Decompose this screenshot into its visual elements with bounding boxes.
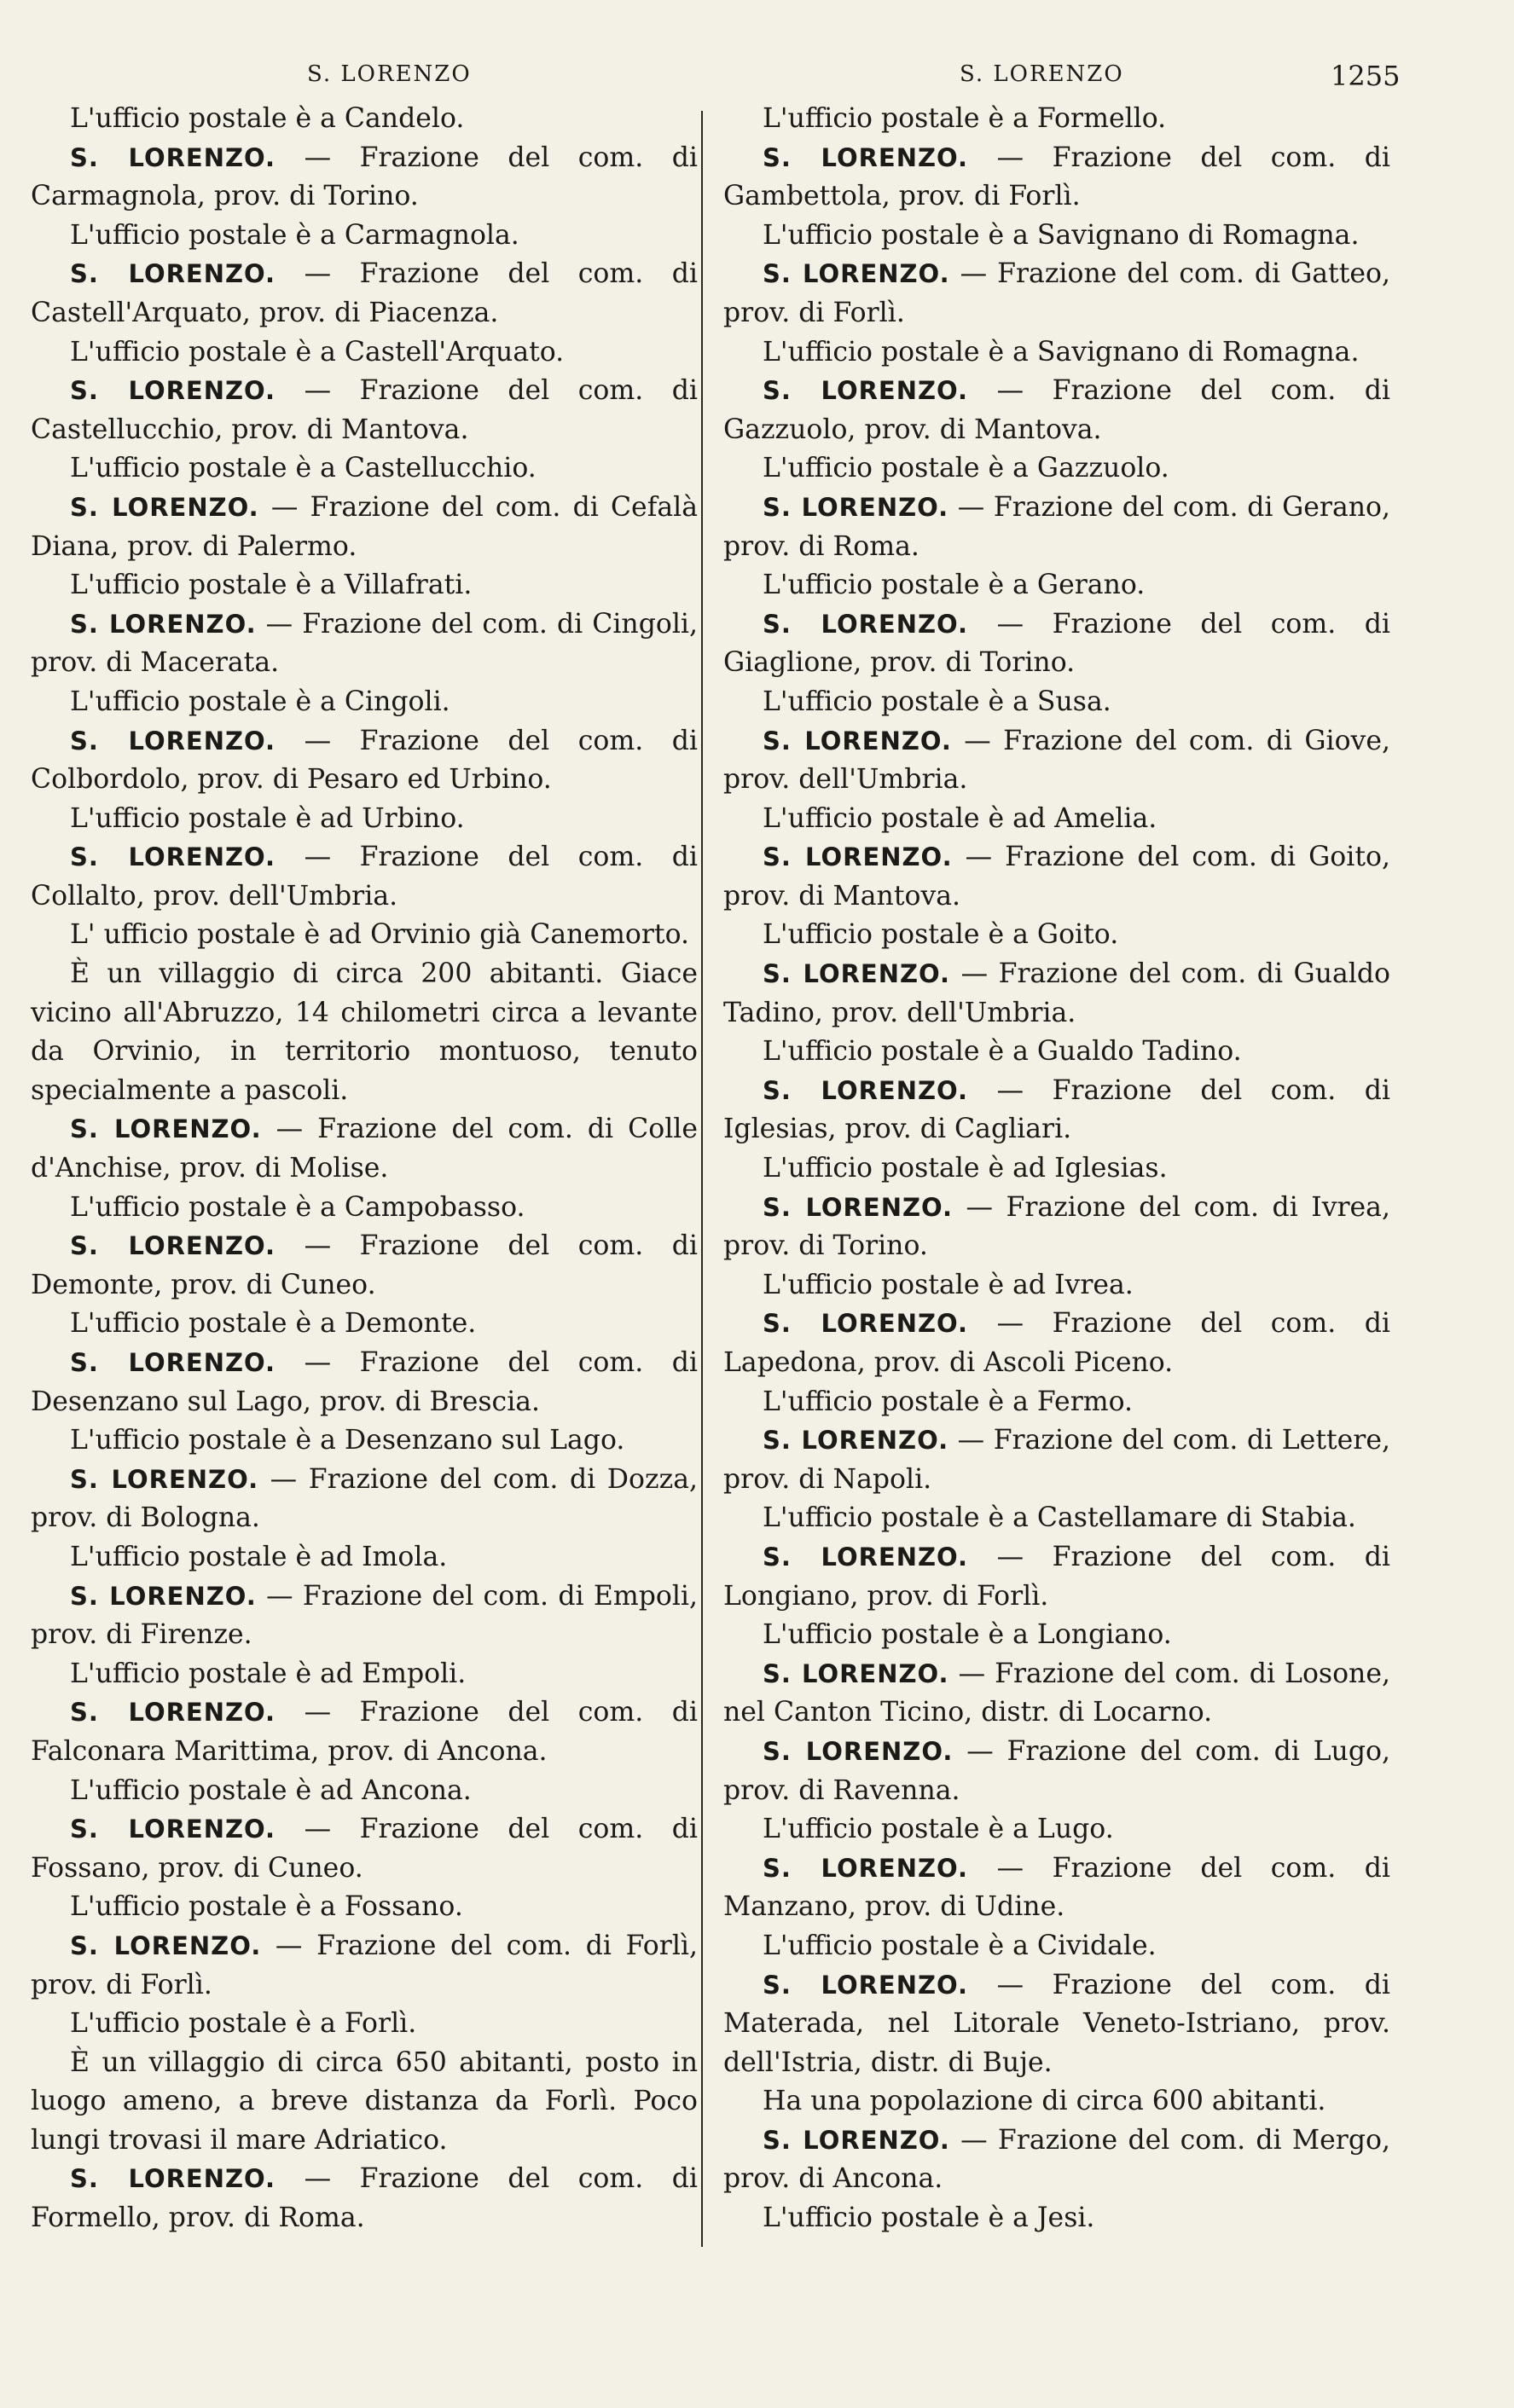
- entry-note: L'ufficio postale è a Jesi.: [763, 2203, 1095, 2234]
- entry-note: L'ufficio postale è ad Ivrea.: [763, 1269, 1134, 1300]
- gazetteer-entry: [723, 139, 1390, 217]
- entry-note: L'ufficio postale è a Candelo.: [70, 103, 465, 134]
- entry-description: — Frazione del com. di Castell'Arquato, prov. di Piacenza.: [31, 258, 698, 328]
- entry-note: L'ufficio postale è ad Ancona.: [70, 1774, 472, 1806]
- gazetteer-entry: [31, 1344, 698, 1421]
- gazetteer-entry: [31, 1461, 698, 1538]
- gazetteer-entry: [31, 255, 698, 333]
- entry-note: L' ufficio postale è ad Orvinio già Canemorto.: [70, 919, 690, 951]
- entry-description: — Frazione del com. di Formello, prov. di Roma.: [31, 2163, 698, 2234]
- entry-description: — Frazione del com. di Castellucchio, prov. di Mantova.: [31, 375, 698, 445]
- gazetteer-entry: [723, 605, 1390, 683]
- entry-description: — Frazione del com. di Gatteo, prov. di Forlì.: [723, 258, 1390, 328]
- entry-headword: S. LORENZO.: [763, 609, 969, 639]
- entry-note: L'ufficio postale è a Forlì.: [70, 2008, 417, 2040]
- entry-headword: S. LORENZO.: [70, 259, 276, 289]
- entry-description: — Frazione del com. di Lapedona, prov. di Ascoli Piceno.: [723, 1308, 1390, 1378]
- gazetteer-entry: [31, 1927, 698, 2005]
- entry-description: — Frazione del com. di Empoli, prov. di Firenze.: [31, 1580, 698, 1651]
- entry-headword: S. LORENZO.: [70, 1231, 276, 1261]
- gazetteer-entry: [31, 372, 698, 449]
- entry-note: L'ufficio postale è a Carmagnola.: [70, 219, 519, 251]
- entry-description: — Frazione del com. di Cingoli, prov. di Macerata.: [31, 608, 698, 679]
- gazetteer-entry: [31, 1227, 698, 1305]
- entry-headword: S. LORENZO.: [763, 726, 952, 755]
- gazetteer-entry: [723, 1189, 1390, 1266]
- entry-description: — Frazione del com. di Cefalà Diana, prov. di Palermo.: [31, 491, 698, 562]
- gazetteer-entry: [723, 255, 1390, 333]
- entry-description: — Frazione del com. di Fossano, prov. di Cuneo.: [31, 1814, 698, 1884]
- entry-description: — Frazione del com. di Demonte, prov. di Cuneo.: [31, 1230, 698, 1300]
- entry-headword: S. LORENZO.: [763, 1426, 949, 1456]
- gazetteer-entry: [723, 1305, 1390, 1382]
- entry-note: L'ufficio postale è a Formello.: [763, 103, 1167, 134]
- gazetteer-entry: [723, 2121, 1390, 2199]
- entry-description: — Frazione del com. di Losone, nel Canton Ticino, distr. di Locarno.: [723, 1658, 1390, 1728]
- gazetteer-entry: [723, 1655, 1390, 1733]
- gazetteer-entry: [723, 1733, 1390, 1810]
- gazetteer-entry: [723, 1421, 1390, 1499]
- entry-headword: S. LORENZO.: [70, 142, 276, 172]
- entry-note: L'ufficio postale è a Castellamare di Stabia.: [763, 1502, 1356, 1534]
- entry-description: — Frazione del com. di Colbordolo, prov. di Pesaro ed Urbino.: [31, 725, 698, 796]
- entry-note: L'ufficio postale è ad Empoli.: [70, 1658, 467, 1689]
- gazetteer-entry: [31, 1693, 698, 1771]
- gazetteer-entry: [723, 1849, 1390, 1927]
- entry-description: — Frazione del com. di Collalto, prov. dell'Umbria.: [31, 842, 698, 912]
- entry-headword: S. LORENZO.: [763, 842, 953, 872]
- entry-note: L'ufficio postale è ad Iglesias.: [763, 1153, 1168, 1184]
- entry-headword: S. LORENZO.: [763, 1542, 969, 1572]
- entry-description: — Frazione del com. di Goito, prov. di Mantova.: [723, 842, 1390, 912]
- entry-headword: S. LORENZO.: [763, 492, 949, 522]
- entry-headword: S. LORENZO.: [70, 1114, 262, 1144]
- entry-description: — Frazione del com. di Colle d'Anchise, prov. di Molise.: [31, 1114, 698, 1184]
- gazetteer-entry: [31, 489, 698, 566]
- entry-headword: S. LORENZO.: [763, 1309, 969, 1339]
- gazetteer-entry: [723, 372, 1390, 449]
- running-header-left: S. LORENZO: [307, 61, 472, 87]
- entry-note: L'ufficio postale è a Demonte.: [70, 1308, 477, 1340]
- entry-note: L'ufficio postale è a Cingoli.: [70, 686, 450, 717]
- entry-note: L'ufficio postale è a Gerano.: [763, 570, 1146, 601]
- entry-description: — Frazione del com. di Lugo, prov. di Ravenna.: [723, 1735, 1390, 1806]
- gazetteer-entry: [31, 1577, 698, 1655]
- entry-headword: S. LORENZO.: [70, 609, 257, 639]
- entry-note: L'ufficio postale è ad Urbino.: [70, 802, 465, 834]
- entry-headword: S. LORENZO.: [763, 1736, 954, 1766]
- entry-headword: S. LORENZO.: [763, 2125, 950, 2155]
- gazetteer-entry: [31, 1110, 698, 1188]
- gazetteer-entry: [31, 605, 698, 683]
- entry-note: L'ufficio postale è a Villafrati.: [70, 570, 473, 601]
- gazetteer-entry: [31, 139, 698, 217]
- entry-headword: S. LORENZO.: [70, 726, 276, 755]
- entry-headword: S. LORENZO.: [70, 1348, 276, 1377]
- entry-note: L'ufficio postale è a Castellucchio.: [70, 453, 537, 484]
- entry-note: L'ufficio postale è a Longiano.: [763, 1619, 1172, 1651]
- entry-headword: S. LORENZO.: [763, 1658, 949, 1688]
- entry-description: — Frazione del com. di Dozza, prov. di Bologna.: [31, 1463, 698, 1534]
- entry-headword: S. LORENZO.: [763, 1192, 954, 1222]
- entry-headword: S. LORENZO.: [70, 492, 259, 522]
- gazetteer-entry: [31, 838, 698, 916]
- entry-description: — Frazione del com. di Carmagnola, prov. di Torino.: [31, 142, 698, 212]
- entry-headword: S. LORENZO.: [763, 142, 969, 172]
- entry-headword: S. LORENZO.: [763, 1970, 969, 2000]
- gazetteer-entry: [723, 1966, 1390, 2083]
- entry-description: — Frazione del com. di Ivrea, prov. di Torino.: [723, 1191, 1390, 1262]
- entry-note: L'ufficio postale è a Fossano.: [70, 1891, 463, 1923]
- entry-headword: S. LORENZO.: [70, 842, 276, 872]
- entry-note: L'ufficio postale è a Castell'Arquato.: [70, 336, 565, 368]
- entry-description: — Frazione del com. di Materada, nel Litorale Veneto-Istriano, prov. dell'Istria, distr. di Buje.: [723, 1969, 1390, 2078]
- entry-description: — Frazione del com. di Gualdo Tadino, prov. dell'Umbria.: [723, 958, 1390, 1028]
- entry-description: — Frazione del com. di Mergo, prov. di Ancona.: [723, 2124, 1390, 2195]
- entry-description: — Frazione del com. di Manzano, prov. di Udine.: [723, 1852, 1390, 1923]
- entry-note: L'ufficio postale è a Gualdo Tadino.: [763, 1036, 1242, 1068]
- entry-note: L'ufficio postale è ad Amelia.: [763, 802, 1157, 834]
- gazetteer-entry: [723, 1072, 1390, 1149]
- entry-headword: S. LORENZO.: [763, 1075, 969, 1105]
- gazetteer-entry: [723, 489, 1390, 566]
- entry-headword: S. LORENZO.: [70, 1464, 259, 1494]
- gazetteer-entry: [723, 838, 1390, 916]
- entry-headword: S. LORENZO.: [70, 1930, 262, 1960]
- entry-description: — Frazione del com. di Gerano, prov. di Roma.: [723, 491, 1390, 562]
- entry-description: — Frazione del com. di Giaglione, prov. di Torino.: [723, 608, 1390, 679]
- gazetteer-entry: [31, 722, 698, 800]
- entry-description: — Frazione del com. di Forlì, prov. di Forlì.: [31, 1930, 698, 2000]
- gazetteer-entry: [31, 2160, 698, 2237]
- entry-description: — Frazione del com. di Gazzuolo, prov. di Mantova.: [723, 375, 1390, 445]
- entry-note: L'ufficio postale è a Goito.: [763, 919, 1119, 951]
- entry-description: — Frazione del com. di Giove, prov. dell'Umbria.: [723, 725, 1390, 796]
- entry-note: L'ufficio postale è a Savignano di Romagna.: [763, 336, 1360, 368]
- entry-description: — Frazione del com. di Iglesias, prov. di Cagliari.: [723, 1074, 1390, 1145]
- entry-description: — Frazione del com. di Lettere, prov. di Napoli.: [723, 1425, 1390, 1495]
- entry-note: L'ufficio postale è a Desenzano sul Lago.: [70, 1425, 625, 1456]
- entry-note: Ha una popolazione di circa 600 abitanti.: [763, 2086, 1326, 2117]
- gazetteer-entry: [723, 1538, 1390, 1616]
- entry-note: L'ufficio postale è a Gazzuolo.: [763, 453, 1169, 484]
- left-column: [31, 100, 698, 2238]
- entry-headword: S. LORENZO.: [70, 1698, 276, 1728]
- entry-note: È un villaggio di circa 200 abitanti. Giace vicino all'Abruzzo, 14 chilometri circa a levante da Orvinio, in territorio montuoso, tenuto specialmente a pascoli.: [31, 958, 698, 1106]
- entry-headword: S. LORENZO.: [763, 1853, 969, 1883]
- right-column: [723, 100, 1390, 2238]
- entry-headword: S. LORENZO.: [763, 959, 951, 989]
- entry-note: L'ufficio postale è ad Imola.: [70, 1541, 448, 1572]
- entry-note: L'ufficio postale è a Susa.: [763, 686, 1111, 717]
- gazetteer-entry: [31, 1810, 698, 1888]
- entry-note: L'ufficio postale è a Campobasso.: [70, 1191, 525, 1223]
- entry-description: — Frazione del com. di Gambettola, prov. di Forlì.: [723, 142, 1390, 212]
- entry-description: — Frazione del com. di Desenzano sul Lago, prov. di Brescia.: [31, 1347, 698, 1417]
- entry-note: L'ufficio postale è a Lugo.: [763, 1814, 1114, 1845]
- entry-headword: S. LORENZO.: [70, 376, 276, 406]
- entry-note: È un villaggio di circa 650 abitanti, posto in luogo ameno, a breve distanza da Forlì. Poco lungi trovasi il mare Adriatico.: [31, 2046, 698, 2156]
- entry-headword: S. LORENZO.: [70, 2164, 276, 2194]
- entry-note: L'ufficio postale è a Fermo.: [763, 1386, 1134, 1417]
- gazetteer-entry: [723, 722, 1390, 800]
- entry-note: L'ufficio postale è a Savignano di Romagna.: [763, 219, 1360, 251]
- entry-note: L'ufficio postale è a Cividale.: [763, 1930, 1157, 1961]
- gazetteer-entry: [723, 955, 1390, 1033]
- entry-headword: S. LORENZO.: [70, 1815, 276, 1844]
- running-header-right: S. LORENZO: [960, 61, 1124, 87]
- entry-description: — Frazione del com. di Longiano, prov. di Forlì.: [723, 1541, 1390, 1612]
- page-number: 1255: [1331, 60, 1401, 92]
- entry-headword: S. LORENZO.: [763, 376, 969, 406]
- entry-headword: S. LORENZO.: [70, 1581, 257, 1611]
- entry-headword: S. LORENZO.: [763, 259, 950, 289]
- entry-description: — Frazione del com. di Falconara Marittima, prov. di Ancona.: [31, 1697, 698, 1767]
- column-divider: [701, 111, 703, 2247]
